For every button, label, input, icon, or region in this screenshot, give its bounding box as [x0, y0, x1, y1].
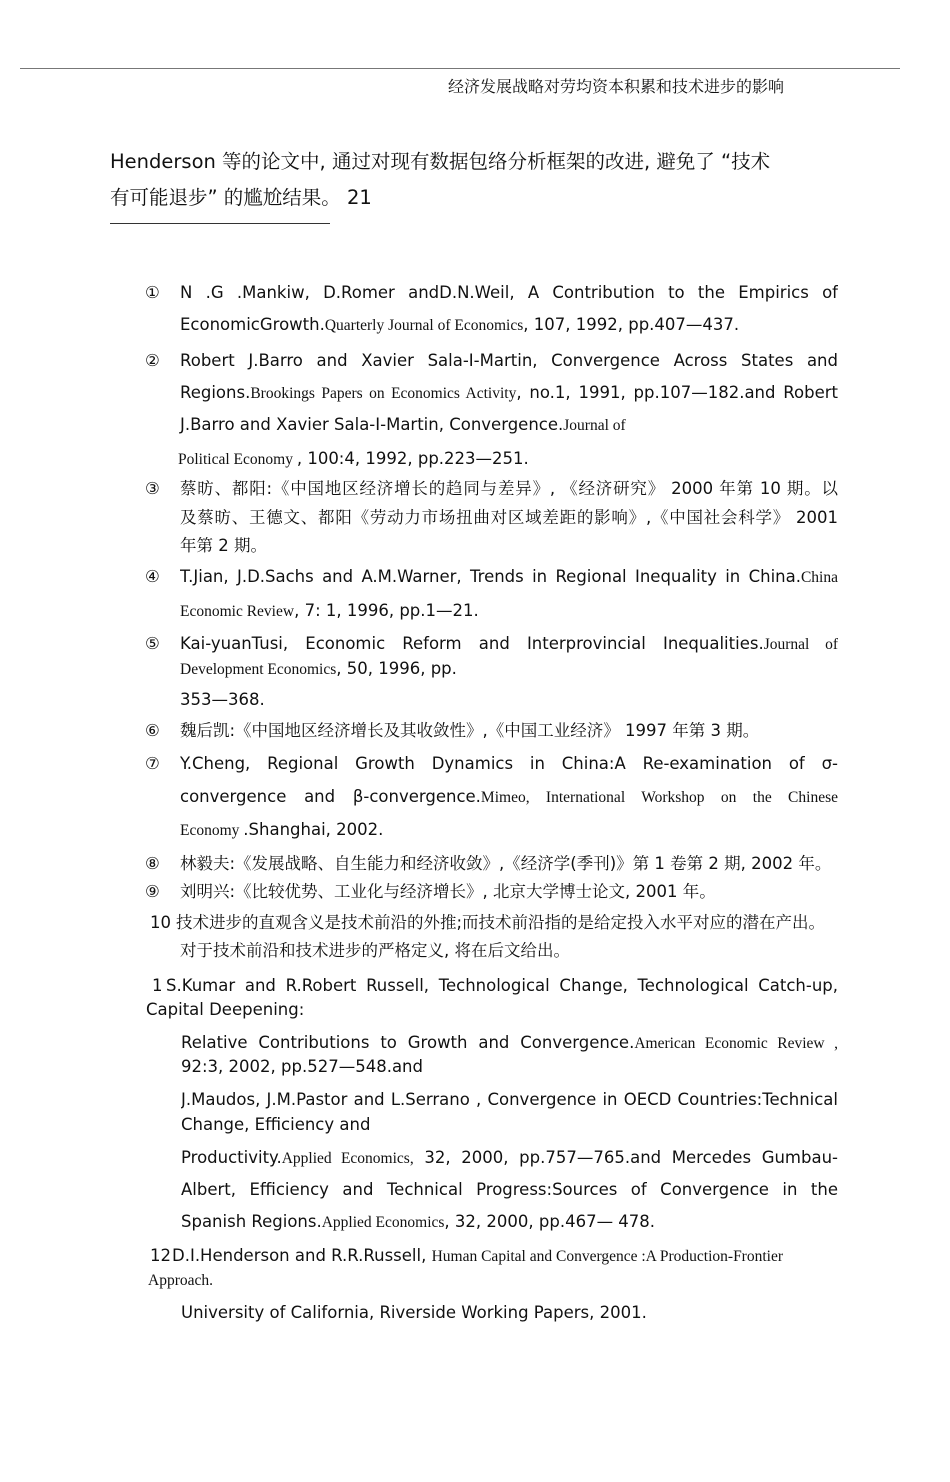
footnote-line: [180, 753, 838, 775]
citation-text: , 100:4, 1992, pp.223—251.: [296, 449, 529, 468]
footnote-marker: ⑥: [145, 721, 160, 740]
citation-source: Economy: [180, 822, 244, 839]
footnote-line: [180, 507, 838, 529]
footnote-line: [181, 1089, 838, 1111]
footnote-line: [180, 600, 479, 623]
footnote-line: [180, 350, 838, 372]
citation-text: convergence and β-convergence.: [180, 787, 481, 806]
citation-source: Applied Economics: [321, 1214, 445, 1231]
citation-source: Brookings Papers on Economics Activity: [250, 385, 517, 402]
citation-text: J.Barro and Xavier Sala-I-Martin, Convergence.: [180, 415, 564, 434]
citation-text: 蔡昉、都阳:《中国地区经济增长的趋同与差异》, 《经济研究》 2000 年第 10 期。以: [180, 479, 838, 498]
citation-text: J.Maudos, J.M.Pastor and L.Serrano , Convergence in OECD Countries:Technical: [181, 1090, 838, 1109]
footnote-line: [180, 786, 838, 808]
footnote-line: [180, 658, 457, 681]
citation-text: Capital Deepening:: [146, 1000, 305, 1019]
footnote-marker: ⑧: [145, 854, 160, 873]
footnote-line: [180, 720, 759, 742]
footnote-marker: 10: [150, 913, 171, 932]
footnote-line: [180, 314, 739, 337]
footnote-marker: ③: [145, 479, 160, 498]
body-text-line: Henderson 等的论文中, 通过对现有数据包络分析框架的改进, 避免了 “技术: [110, 150, 771, 173]
footnote-marker: ②: [145, 351, 160, 370]
footnote-line: [180, 478, 838, 500]
citation-source: Economic Review: [180, 603, 295, 620]
footnote-line: [180, 940, 570, 962]
citation-source: Development Economics: [180, 661, 337, 678]
citation-text: 技术进步的直观含义是技术前沿的外推;而技术前沿指的是给定投入水平对应的潜在产出。: [176, 913, 826, 932]
footnote-line: [181, 1032, 838, 1054]
citation-source: American Economic Review ,: [634, 1035, 838, 1052]
citation-text: T.Jian, J.D.Sachs and A.M.Warner, Trends in Regional Inequality in China.: [180, 567, 801, 586]
footnote-line: [181, 1147, 838, 1169]
footnote-line: [180, 689, 265, 711]
citation-text: 及蔡昉、王德文、都阳《劳动力市场扭曲对区域差距的影响》,《中国社会科学》 2001: [180, 508, 838, 527]
citation-text: 对于技术前沿和技术进步的严格定义, 将在后文给出。: [180, 941, 570, 960]
citation-text: , 32, 2000, pp.467— 478.: [444, 1212, 656, 1231]
citation-text: Kai-yuanTusi, Economic Reform and Interprovincial Inequalities.: [180, 634, 764, 653]
citation-source: Approach.: [148, 1272, 213, 1289]
citation-text: Change, Efficiency and: [181, 1115, 371, 1134]
footnote-line: [180, 535, 267, 557]
citation-text: 林毅夫:《发展战略、自生能力和经济收敛》,《经济学(季刊)》第 1 卷第 2 期, 2002 年。: [180, 854, 832, 873]
footnote-marker: 1: [152, 976, 163, 995]
citation-text: .Shanghai, 2002.: [243, 820, 384, 839]
footnote-line: [180, 382, 838, 404]
citation-text: 92:3, 2002, pp.527—548.and: [181, 1057, 423, 1076]
footnote-separator: [110, 223, 330, 224]
citation-text: Robert J.Barro and Xavier Sala-I-Martin, Convergence Across States and: [180, 351, 838, 370]
citation-source: Mimeo, International Workshop on the Chinese: [480, 789, 838, 806]
footnote-line: [180, 566, 838, 588]
footnote-marker: ⑨: [145, 882, 160, 901]
body-text-line: 有可能退步” 的尴尬结果。 21: [110, 186, 372, 209]
citation-source: Journal of: [763, 636, 838, 653]
footnote-line: [181, 1302, 647, 1324]
citation-text: , 7: 1, 1996, pp.1—21.: [294, 601, 479, 620]
footnote-marker: ⑦: [145, 754, 160, 773]
citation-text: Relative Contributions to Growth and Convergence.: [181, 1033, 635, 1052]
citation-text: , 107, 1992, pp.407—437.: [523, 315, 740, 334]
footnote-marker: 12: [150, 1246, 171, 1265]
citation-text: EconomicGrowth.: [180, 315, 325, 334]
citation-source: Journal of: [563, 417, 626, 434]
footnote-marker: ①: [145, 283, 160, 302]
footnote-line: [181, 1179, 838, 1201]
citation-text: Albert, Efficiency and Technical Progress:Sources of Convergence in the: [181, 1180, 838, 1199]
citation-text: 32, 2000, pp.757—765.and Mercedes Gumbau-: [413, 1148, 838, 1167]
citation-text: N .G .Mankiw, D.Romer andD.N.Weil, A Contribution to the Empirics of: [180, 283, 838, 302]
citation-source: China: [800, 569, 838, 586]
footnote-line: [148, 1269, 213, 1292]
footnote-line: [172, 1245, 783, 1268]
footnote-line: [180, 282, 838, 304]
footnote-line: [146, 999, 304, 1021]
citation-text: S.Kumar and R.Robert Russell, Technological Change, Technological Catch-up,: [166, 976, 838, 995]
footnote-line: [176, 912, 825, 934]
citation-text: , 50, 1996, pp.: [336, 659, 457, 678]
footnote-line: [178, 448, 529, 471]
footnote-marker: ④: [145, 567, 160, 586]
footnote-line: [180, 414, 626, 437]
citation-text: D.I.Henderson and R.R.Russell,: [172, 1246, 432, 1265]
citation-text: University of California, Riverside Working Papers, 2001.: [181, 1303, 647, 1322]
footnote-line: [166, 975, 838, 997]
citation-text: Regions.: [180, 383, 251, 402]
citation-source: Political Economy: [178, 451, 297, 468]
footnote-line: [181, 1211, 655, 1234]
citation-text: 刘明兴:《比较优势、工业化与经济增长》, 北京大学博士论文, 2001 年。: [180, 882, 716, 901]
citation-text: 年第 2 期。: [180, 536, 267, 555]
citation-text: , no.1, 1991, pp.107—182.and Robert: [516, 383, 838, 402]
citation-source: Applied Economics,: [281, 1150, 414, 1167]
footnote-line: [181, 1114, 370, 1136]
footnote-line: [181, 1056, 423, 1078]
citation-text: Spanish Regions.: [181, 1212, 322, 1231]
citation-source: Human Capital and Convergence :A Production-Frontier: [431, 1248, 784, 1265]
citation-text: Productivity.: [181, 1148, 282, 1167]
citation-text: 魏后凯:《中国地区经济增长及其收敛性》,《中国工业经济》 1997 年第 3 期。: [180, 721, 760, 740]
citation-source: Quarterly Journal of Economics: [324, 317, 524, 334]
footnote-marker: ⑤: [145, 634, 160, 653]
citation-text: 353—368.: [180, 690, 265, 709]
citation-text: Y.Cheng, Regional Growth Dynamics in China:A Re-examination of σ-: [180, 754, 838, 773]
footnote-line: [180, 881, 716, 903]
footnote-line: [180, 633, 838, 655]
header-rule: [20, 68, 900, 69]
footnote-line: [180, 853, 831, 875]
footnote-line: [180, 819, 383, 842]
running-header: 经济发展战略对劳均资本积累和技术进步的影响: [448, 77, 785, 96]
